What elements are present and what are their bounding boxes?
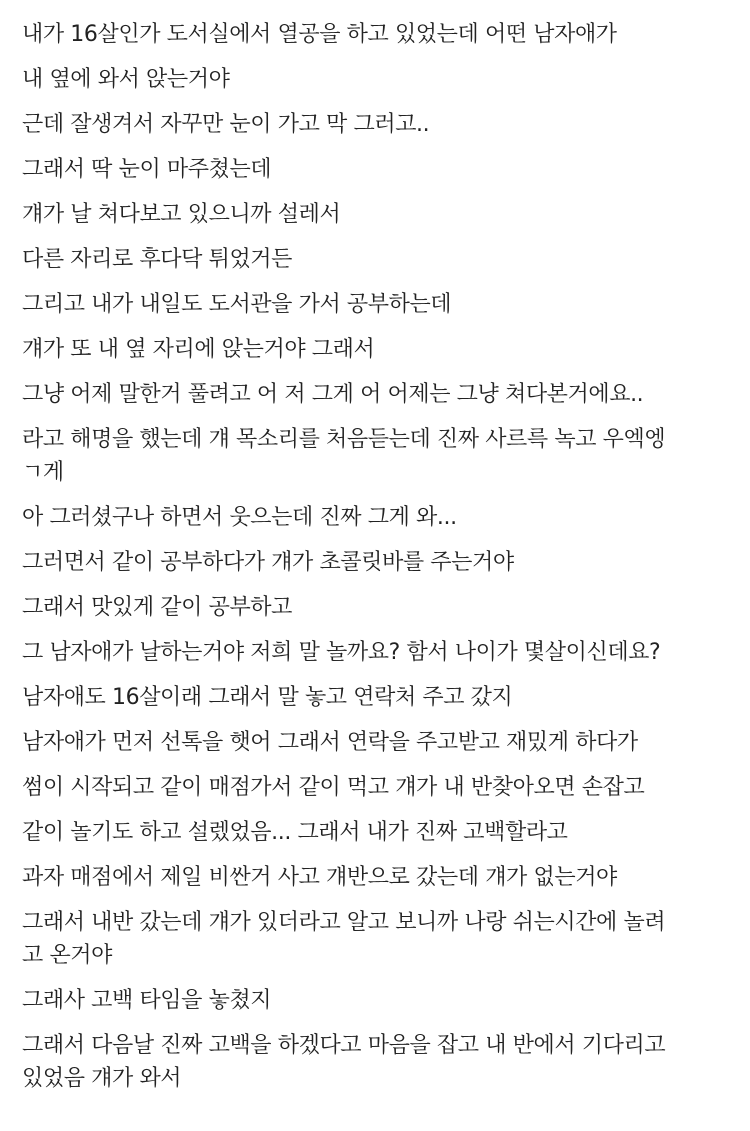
text-line: 남자애가 먼저 선톡을 햇어 그래서 연락을 주고받고 재밌게 하다가	[22, 730, 638, 755]
text-line: 그래서 맛있게 같이 공부하고	[22, 595, 293, 620]
text-line: 다른 자리로 후다닥 튀었거든	[22, 247, 293, 272]
text-line: 내 옆에 와서 앉는거야	[22, 67, 230, 92]
text-line: 그리고 내가 내일도 도서관을 가서 공부하는데	[22, 292, 452, 317]
text-line: 그냥 어제 말한거 풀려고 어 저 그게 어 어제는 그냥 쳐다본거에요..	[22, 382, 644, 407]
text-line: 그래서 내반 갔는데 걔가 있더라고 알고 보니까 나랑 쉬는시간에 놀려	[22, 910, 666, 935]
text-line: 걔가 또 내 옆 자리에 앉는거야 그래서	[22, 337, 375, 362]
text-line: 썸이 시작되고 같이 매점가서 같이 먹고 걔가 내 반찾아오면 손잡고	[22, 775, 645, 800]
text-line: 같이 놀기도 하고 설렜었음... 그래서 내가 진짜 고백할라고	[22, 820, 568, 845]
text-line: 아 그러셨구나 하면서 웃으는데 진짜 그게 와...	[22, 505, 457, 530]
text-line: 그래사 고백 타임을 놓쳤지	[22, 988, 272, 1013]
text-line-continuation: ㄱ게	[22, 460, 64, 485]
text-line: 내가 16살인가 도서실에서 열공을 하고 있었는데 어떤 남자애가	[22, 22, 617, 47]
text-line: 과자 매점에서 제일 비싼거 사고 걔반으로 갔는데 걔가 없는거야	[22, 865, 617, 890]
text-line: 그 남자애가 날하는거야 저희 말 놀까요? 함서 나이가 몇살이신데요?	[22, 640, 661, 665]
text-line-continuation: 있었음 걔가 와서	[22, 1066, 182, 1091]
text-line-continuation: 고 온거야	[22, 943, 113, 968]
text-line: 걔가 날 쳐다보고 있으니까 설레서	[22, 202, 341, 227]
text-line: 남자애도 16살이래 그래서 말 놓고 연락처 주고 갔지	[22, 685, 513, 710]
text-line: 그래서 딱 눈이 마주쳤는데	[22, 157, 272, 182]
text-line: 그러면서 같이 공부하다가 걔가 초콜릿바를 주는거야	[22, 550, 514, 575]
text-line: 라고 해명을 했는데 걔 목소리를 처음듣는데 진짜 사르륵 녹고 우엑엥	[22, 427, 666, 452]
text-line: 그래서 다음날 진짜 고백을 하겠다고 마음을 잡고 내 반에서 기다리고	[22, 1033, 666, 1058]
text-line: 근데 잘생겨서 자꾸만 눈이 가고 막 그러고..	[22, 112, 430, 137]
